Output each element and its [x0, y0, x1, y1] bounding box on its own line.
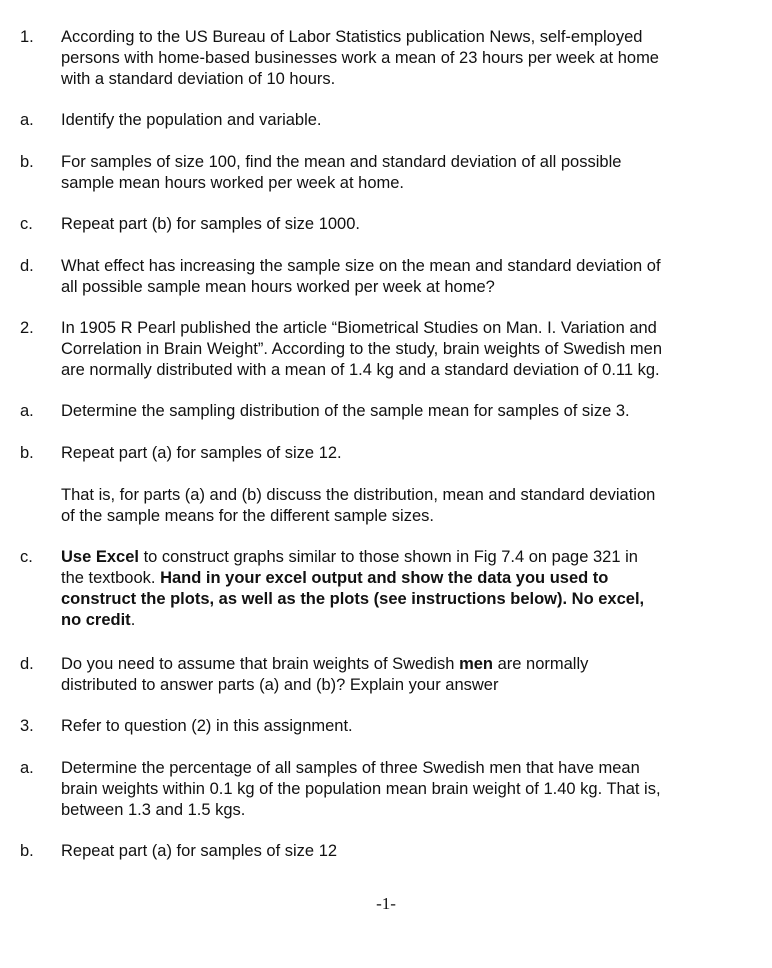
part-marker: d.: [20, 655, 34, 673]
part-marker: d.: [20, 257, 34, 275]
part-text: Identify the population and variable.: [61, 111, 322, 129]
part-text: Use Excel to construct graphs similar to those shown in Fig 7.4 on page 321 in the textbook. Hand in your excel output and show the data you used to construct the plots, as well as the plots (see instructions below). No excel, no credit.: [61, 548, 645, 629]
part-text: Repeat part (a) for samples of size 12: [61, 842, 338, 860]
question-number: 3.: [20, 717, 34, 735]
part-marker: a.: [20, 759, 34, 777]
part-text: Do you need to assume that brain weights of Swedish men are normally distributed to answer parts (a) and (b)? Explain your answer: [61, 655, 589, 694]
question-text: In 1905 R Pearl published the article “Biometrical Studies on Man. I. Variation and Correlation in Brain Weight”. According to the study, brain weights of Swedish men are normally distributed with a mean of 1.4 kg and a standard deviation of 0.11 kg.: [61, 319, 663, 379]
bold-text: men: [459, 655, 493, 673]
part-marker: b.: [20, 842, 34, 860]
bold-text: Hand in your excel output and show the data you used to: [160, 569, 609, 587]
bold-text: construct the plots, as well as the plots (see instructions below). No excel,: [61, 590, 645, 608]
part-text: Determine the sampling distribution of the sample mean for samples of size 3.: [61, 402, 630, 420]
part-text: Repeat part (b) for samples of size 1000.: [61, 215, 360, 233]
question-text: Refer to question (2) in this assignment.: [61, 717, 353, 735]
part-text: What effect has increasing the sample size on the mean and standard deviation of all possible sample mean hours worked per week at home?: [61, 257, 661, 296]
part-text: Repeat part (a) for samples of size 12.: [61, 444, 342, 462]
part-marker: b.: [20, 153, 34, 171]
question-number: 1.: [20, 28, 34, 46]
part-text: Determine the percentage of all samples of three Swedish men that have mean brain weights within 0.1 kg of the population mean brain weight of 1.40 kg. That is, between 1.3 and 1.5 kgs.: [61, 759, 661, 819]
note-text: That is, for parts (a) and (b) discuss the distribution, mean and standard deviation of the sample means for the different sample sizes.: [61, 486, 656, 525]
bold-text: Use Excel: [61, 548, 139, 566]
part-marker: c.: [20, 548, 33, 566]
bold-text: no credit: [61, 611, 131, 629]
part-marker: b.: [20, 444, 34, 462]
question-text: According to the US Bureau of Labor Statistics publication News, self-employed persons with home-based businesses work a mean of 23 hours per week at home with a standard deviation of 10 hours.: [61, 28, 659, 88]
page-number: -1-: [376, 894, 396, 913]
part-marker: a.: [20, 402, 34, 420]
part-marker: c.: [20, 215, 33, 233]
part-marker: a.: [20, 111, 34, 129]
part-text: For samples of size 100, find the mean and standard deviation of all possible sample mean hours worked per week at home.: [61, 153, 622, 192]
question-number: 2.: [20, 319, 34, 337]
